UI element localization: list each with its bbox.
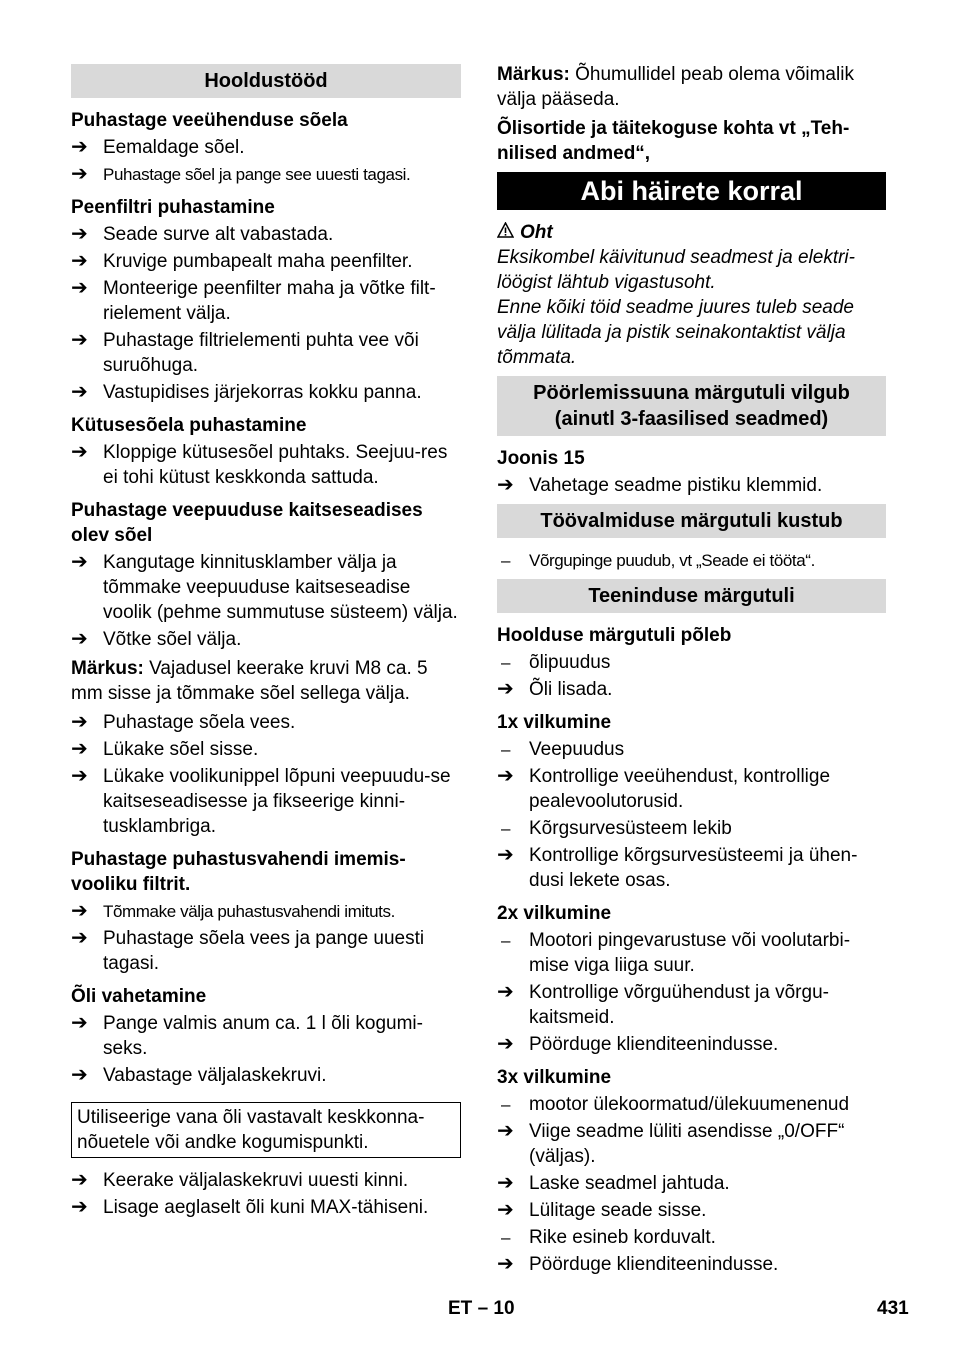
dash-marker: – [501,740,511,759]
list-item-text: Kruvige pumbapealt maha peenfilter. [103,251,413,272]
item-list [497,1092,886,1277]
list-item-text: Laske seadmel jahtuda. [529,1173,730,1194]
list-item [71,276,461,326]
rotation-list [497,473,886,498]
section-title-service: Teeninduse märgutuli [497,579,886,613]
dash-marker: – [501,819,511,838]
list-item-text: Mootori pingevarustuse või voolutarbi-mise viga liiga suur. [529,930,851,976]
list-item [71,162,461,187]
warning-text-2: Enne kõiki töid seadme juures tuleb seade välja lülitada ja pistik seinakontaktist välja tõmmata. [497,297,855,368]
list-item [497,764,886,814]
list-item-text: Pöörduge klienditeenindusse. [529,1254,779,1275]
dash-marker: – [501,653,511,672]
note-label: Märkus: [71,658,144,679]
list-item-text: Õli lisada. [529,679,613,700]
arrow-icon: ➔ [71,250,88,272]
list-item [497,1119,886,1169]
arrow-icon: ➔ [497,1172,514,1194]
footer-dash: – [477,1298,489,1319]
list-item [71,1195,461,1220]
item-list [497,650,886,702]
list-item-text: Vabastage väljalaskekruvi. [103,1065,327,1086]
list-item [71,899,461,924]
item-list [71,440,461,490]
list-item [71,764,461,839]
note-m8 [71,656,461,706]
list-item [497,548,886,573]
list-item [497,980,886,1030]
note-text: Vajadusel keerake kruvi M8 ca. 5 mm sisse ja tõmmake sõel sellega välja. [71,658,428,704]
arrow-icon: ➔ [497,1120,514,1142]
subheading: Peenfiltri puhastamine [71,197,275,218]
list-item [497,737,886,762]
list-item [497,816,886,841]
list-item-text: Kloppige kütusesõel puhtaks. Seejuu-res ei tohi kütust keskkonda sattuda. [103,442,448,488]
subheading: Puhastage puhastusvahendi imemis-vooliku filtrit. [71,849,406,895]
warning-text-1: Eksikombel käivitunud seadmest ja elektri-löögist lähtub vigastusoht. [497,247,855,293]
item-list [71,899,461,976]
list-item-text: Tõmmake välja puhastusvahendi imituts. [103,902,395,921]
footer-lang [448,1296,515,1321]
arrow-icon: ➔ [497,678,514,700]
main-title: Abi häirete korral [497,172,886,210]
list-item [71,737,461,762]
list-item [71,222,461,247]
list-item-text: Puhastage sõela vees. [103,712,296,733]
list-item [71,1168,461,1193]
subheading: 3x vilkumine [497,1067,612,1088]
dash-marker: – [501,1095,511,1114]
arrow-icon: ➔ [71,277,88,299]
list-item [71,380,461,405]
subheading: Hoolduse märgutuli põleb [497,625,732,646]
list-item [71,328,461,378]
list-item [497,677,886,702]
list-item-text: Keerake väljalaskekruvi uuesti kinni. [103,1170,409,1191]
list-item-text: mootor ülekoormatud/ülekuumenenud [529,1094,850,1115]
arrow-icon: ➔ [497,765,514,787]
arrow-icon: ➔ [71,628,88,650]
list-item [497,1032,886,1057]
arrow-icon: ➔ [497,844,514,866]
arrow-icon: ➔ [497,1033,514,1055]
list-item-text: Veepuudus [529,739,625,760]
arrow-icon: ➔ [497,981,514,1003]
list-item [497,1198,886,1223]
list-item [497,843,886,893]
subheading: Õli vahetamine [71,986,207,1007]
list-item [497,1225,886,1250]
list-item-text: Võrgupinge puudub, vt „Seade ei tööta“. [529,551,815,570]
list-item-text: õlipuudus [529,652,611,673]
final-list [71,1168,461,1220]
warning-heading [497,220,886,245]
list-item-text: Kõrgsurvesüsteem lekib [529,818,732,839]
list-item [497,650,886,675]
note-air [497,62,886,112]
figure-ref: Joonis 15 [497,448,585,469]
footer-page-number: 431 [877,1298,909,1319]
left-column [71,58,461,1222]
left-blocks-2 [71,847,461,1088]
list-item-text: Vahetage seadme pistiku klemmid. [529,475,823,496]
list-item-text: Kontrollige võrguühendust ja võrgu-kaitsmeid. [529,982,829,1028]
list-item-text: Lülitage seade sisse. [529,1200,707,1221]
arrow-icon: ➔ [71,900,88,922]
list-item-text: Lisage aeglaselt õli kuni MAX-tähiseni. [103,1197,429,1218]
list-item [497,1092,886,1117]
subheading: Puhastage veepuuduse kaitseseadises olev sõel [71,500,423,546]
arrow-icon: ➔ [71,1196,88,1218]
arrow-icon: ➔ [71,136,88,158]
list-item-text: Kangutage kinnitusklamber välja ja tõmmake veepuuduse kaitseseadise voolik (pehme summutuse süsteem) välja. [103,552,458,623]
dash-marker: – [501,551,511,570]
dash-marker: – [501,1228,511,1247]
item-list [497,928,886,1057]
left-blocks [71,108,461,652]
list-item-text: Kontrollige kõrgsurvesüsteemi ja ühen-dusi lekete osas. [529,845,858,891]
arrow-icon: ➔ [71,1064,88,1086]
list-item [71,440,461,490]
arrow-icon: ➔ [71,163,88,185]
note-text: Õhumullidel peab olema võimalik välja pääseda. [497,64,854,110]
list-item-text: Puhastage sõela vees ja pange uuesti tagasi. [103,928,425,974]
list-item [71,627,461,652]
footer-lang-code: ET [448,1298,473,1319]
section-title-maintenance: Hooldustööd [71,64,461,98]
item-list [71,222,461,405]
list-item [71,926,461,976]
oil-reference: Õlisortide ja täitekoguse kohta vt „Teh-nilised andmed“, [497,118,850,164]
subheading: 1x vilkumine [497,712,612,733]
list-item-text: Võtke sõel välja. [103,629,242,650]
list-item-text: Seade surve alt vabastada. [103,224,334,245]
subheading: Kütusesõela puhastamine [71,415,307,436]
arrow-icon: ➔ [71,551,88,573]
list-item-text: Lükake sõel sisse. [103,739,259,760]
footer-page-local: 10 [493,1298,515,1319]
section-title-ready: Töövalmiduse märgutuli kustub [497,504,886,538]
subheading: Puhastage veeühenduse sõela [71,110,348,131]
after-note-list [71,710,461,839]
item-list [497,737,886,893]
arrow-icon: ➔ [71,441,88,463]
list-item [497,1252,886,1277]
list-item-text: Vastupidises järjekorras kokku panna. [103,382,422,403]
service-blocks [497,623,886,1277]
list-item-text: Lükake voolikunippel lõpuni veepuudu-se kaitseseadisesse ja fikseerige kinni-tusklambriga. [103,766,451,837]
list-item [497,1171,886,1196]
arrow-icon: ➔ [71,738,88,760]
list-item-text: Puhastage filtrielementi puhta vee või suruõhuga. [103,330,419,376]
list-item [71,710,461,735]
oil-disposal-box: Utiliseerige vana õli vastavalt keskkonna-nõuetele või andke kogumispunkti. [71,1102,461,1158]
arrow-icon: ➔ [71,329,88,351]
list-item [497,473,886,498]
item-list [71,550,461,652]
item-list [71,1011,461,1088]
note-label: Märkus: [497,64,570,85]
list-item [71,1011,461,1061]
arrow-icon: ➔ [71,1012,88,1034]
list-item-text: Viige seadme lüliti asendisse „0/OFF“ (väljas). [529,1121,845,1167]
section-title-rotation: Pöörlemissuuna märgutuli vilgub (ainutl 3-faasilised seadmed) [497,376,886,436]
warning-label: Oht [520,222,553,243]
arrow-icon: ➔ [71,927,88,949]
warning-triangle-icon [497,220,514,245]
list-item [71,135,461,160]
arrow-icon: ➔ [71,711,88,733]
list-item-text: Eemaldage sõel. [103,137,245,158]
arrow-icon: ➔ [71,1169,88,1191]
arrow-icon: ➔ [71,765,88,787]
list-item [71,249,461,274]
list-item [497,928,886,978]
list-item-text: Pöörduge klienditeenindusse. [529,1034,779,1055]
ready-list [497,548,886,573]
list-item-text: Pange valmis anum ca. 1 l õli kogumi-seks. [103,1013,423,1059]
right-column [497,58,886,1279]
list-item-text: Puhastage sõel ja pange see uuesti tagasi. [103,165,411,184]
subheading: 2x vilkumine [497,903,612,924]
dash-marker: – [501,931,511,950]
list-item [71,1063,461,1088]
list-item [71,550,461,625]
arrow-icon: ➔ [497,1199,514,1221]
arrow-icon: ➔ [71,223,88,245]
list-item-text: Monteerige peenfilter maha ja võtke filt-rielement välja. [103,278,436,324]
arrow-icon: ➔ [497,1253,514,1275]
arrow-icon: ➔ [71,381,88,403]
arrow-icon: ➔ [497,474,514,496]
item-list [71,135,461,187]
list-item-text: Rike esineb korduvalt. [529,1227,716,1248]
list-item-text: Kontrollige veeühendust, kontrollige pealevoolutorusid. [529,766,831,812]
